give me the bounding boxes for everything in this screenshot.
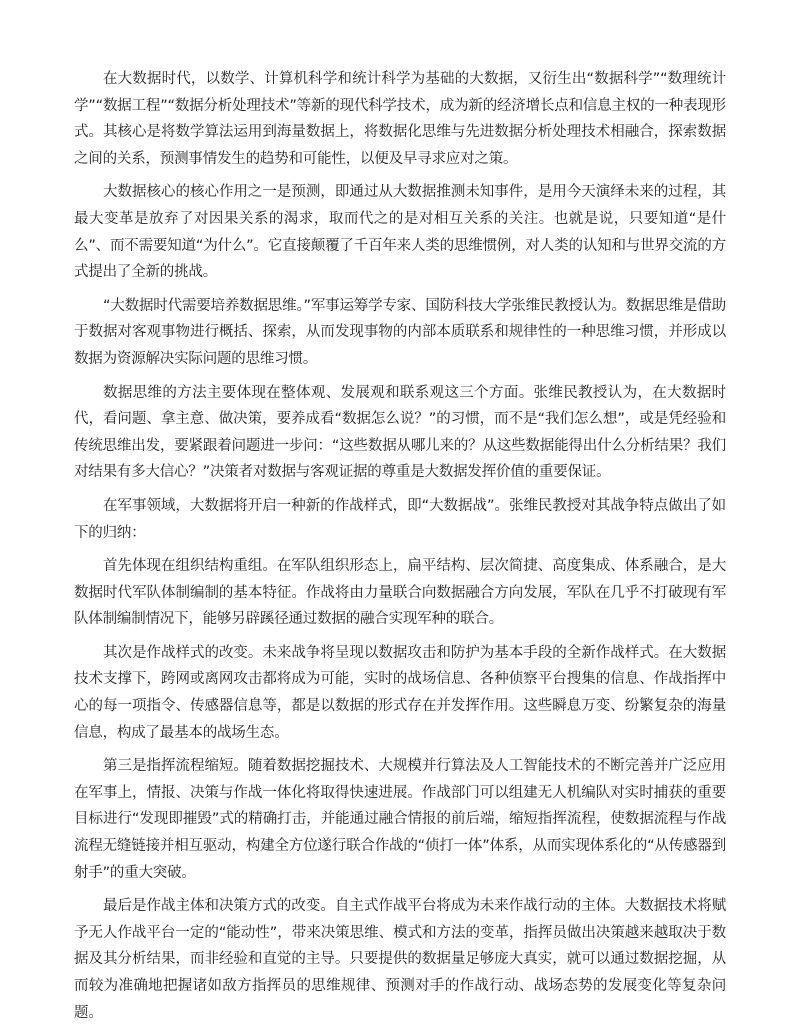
paragraph-combat-style: 其次是作战样式的改变。未来战争将呈现以数据攻击和防护为基本手段的全新作战样式。在大数据技术支撑下，跨网或离网攻击都将成为可能，实时的战场信息、各种侦察平台搜集的信息、作战指挥中心的每一项指令、传感器信息等，都是以数据的形式存在并发挥作用。这些瞬息万变、纷繁复杂的海量信息，构成了最基本的战场生态。 xyxy=(74,644,726,741)
paragraph-command-process: 第三是指挥流程缩短。随着数据挖掘技术、大规模并行算法及人工智能技术的不断完善并广泛应用在军事上，情报、决策与作战一体化将取得快速进展。作战部门可以组建无人机编队对实时捕获的重要目标进行“发现即摧毁”式的精确打击，并能通过融合情报的前后端，缩短指挥流程，使数据流程与作战流程无缝链接并相互驱动，构建全方位遂行联合作战的“侦打一体”体系，从而实现体系化的“从传感器到射手”的重大突破。 xyxy=(74,758,726,881)
paragraph-decision-mode: 最后是作战主体和决策方式的改变。自主式作战平台将成为未来作战行动的主体。大数据技术将赋予无人作战平台一定的“能动性”，带来决策思维、模式和方法的变革，指挥员做出决策越来越取决于数据及其分析结果，而非经验和直觉的主导。只要提供的数据量足够庞大真实，就可以通过数据挖掘，从而较为准确地把握诸如敌方指挥员的思维规律、预测对手的作战行动、战场态势的发展变化等复杂问题。 xyxy=(74,898,726,1021)
paragraph-big-data-era: 在大数据时代，以数学、计算机科学和统计科学为基础的大数据，又衍生出“数据科学”“数理统计学”“数据工程”“数据分析处理技术”等新的现代科学技术，成为新的经济增长点和信息主权的一种表现形式。其核心是将数学算法运用到海量数据上，将数据化思维与先进数据分析处理技术相融合，探索数据之间的关系，预测事情发生的趋势和可能性，以便及早寻求应对之策。 xyxy=(74,71,726,167)
paragraph-data-thinking: “大数据时代需要培养数据思维。”军事运筹学专家、国防科技大学张维民教授认为。数据思维是借助于数据对客观事物进行概括、探索，从而发现事物的内部本质联系和规律性的一种思维习惯，并形成以数据为资源解决实际问题的思维习惯。 xyxy=(74,297,726,367)
paragraph-military-field: 在军事领域，大数据将开启一种新的作战样式，即“大数据战”。张维民教授对其战争特点做出了如下的归纳： xyxy=(74,497,726,541)
paragraph-organization-restructure: 首先体现在组织结构重组。在军队组织形态上，扁平结构、层次简捷、高度集成、体系融合，是大数据时代军队体制编制的基本特征。作战将由力量联合向数据融合方向发展，军队在几乎不打破现有军队体制编制情况下，能够另辟蹊径通过数据的融合实现军种的联合。 xyxy=(74,558,726,628)
paragraph-prediction: 大数据核心的核心作用之一是预测，即通过从大数据推测未知事件，是用今天演绎未来的过程，其最大变革是放弃了对因果关系的渴求，取而代之的是对相互关系的关注。也就是说，只要知道“是什么”、而不需要知道“为什么”。它直接颠覆了千百年来人类的思维惯例，对人类的认知和与世界交流的方式提出了全新的挑战。 xyxy=(74,184,726,281)
article-body xyxy=(74,66,726,1033)
paragraph-thinking-methods: 数据思维的方法主要体现在整体观、发展观和联系观这三个方面。张维民教授认为，在大数据时代，看问题、拿主意、做决策，要养成看“数据怎么说？”的习惯，而不是“我们怎么想”，或是凭经验和传统思维出发，要紧跟着问题进一步问：“这些数据从哪儿来的？从这些数据能得出什么分析结果？我们对结果有多大信心？”决策者对数据与客观证据的尊重是大数据发挥价值的重要保证。 xyxy=(74,384,726,481)
